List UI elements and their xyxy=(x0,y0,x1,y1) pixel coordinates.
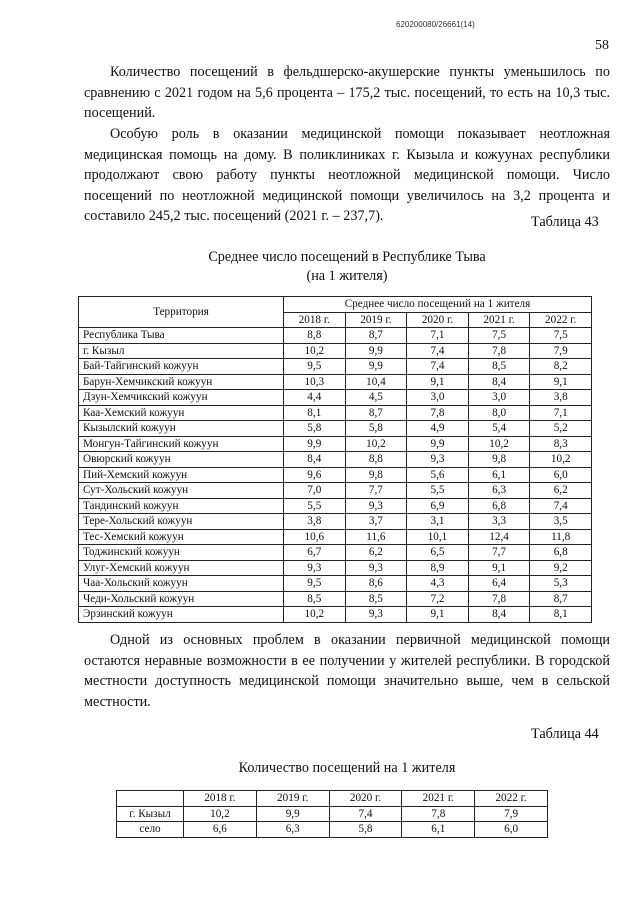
value-cell: 11,6 xyxy=(345,529,407,545)
value-cell: 8,7 xyxy=(345,328,407,344)
value-cell: 8,2 xyxy=(530,359,592,375)
territory-cell: Пий-Хемский кожуун xyxy=(79,467,284,483)
value-cell: 5,8 xyxy=(284,421,346,437)
value-cell: 6,5 xyxy=(407,545,469,561)
value-cell: 10,2 xyxy=(284,343,346,359)
table-row xyxy=(79,390,592,406)
value-cell: 3,3 xyxy=(468,514,530,530)
value-cell: 7,7 xyxy=(345,483,407,499)
value-cell: 9,3 xyxy=(345,560,407,576)
value-cell: 8,5 xyxy=(468,359,530,375)
value-cell: 7,1 xyxy=(407,328,469,344)
value-cell: 6,8 xyxy=(468,498,530,514)
value-cell: 6,2 xyxy=(345,545,407,561)
territory-cell: Эрзинский кожуун xyxy=(79,607,284,623)
table44-label: Таблица 44 xyxy=(531,726,599,742)
table43-title-line1: Среднее число посещений в Республике Тыва xyxy=(208,249,486,265)
value-cell: 7,1 xyxy=(530,405,592,421)
value-cell: 4,3 xyxy=(407,576,469,592)
value-cell: 7,4 xyxy=(407,343,469,359)
value-cell: 8,4 xyxy=(468,374,530,390)
value-cell: 3,0 xyxy=(468,390,530,406)
paragraph-emergency-care: Особую роль в оказании медицинской помощи показывает неотложная медицинская помощь на дому. В поликлиниках г. Кызыла и кожуунах республики продолжают свою работу пункты неотложной медицинской помощи. Число посещений по неотложной медицинской помощи увеличилось на 3,2 процента и составило 245,2 тыс. посещений (2021 г. – 237,7). xyxy=(84,126,610,224)
value-cell: 5,5 xyxy=(284,498,346,514)
value-cell: 9,8 xyxy=(468,452,530,468)
value-cell: 3,0 xyxy=(407,390,469,406)
value-cell: 9,3 xyxy=(345,607,407,623)
value-cell: 9,9 xyxy=(345,343,407,359)
value-cell: 5,8 xyxy=(329,822,402,838)
territory-cell: Республика Тыва xyxy=(79,328,284,344)
value-cell: 7,5 xyxy=(468,328,530,344)
value-cell: 6,1 xyxy=(468,467,530,483)
table-row xyxy=(79,436,592,452)
year-header: 2018 г. xyxy=(184,791,257,807)
value-cell: 10,3 xyxy=(284,374,346,390)
value-cell: 5,6 xyxy=(407,467,469,483)
value-cell: 6,1 xyxy=(402,822,475,838)
page-number: 58 xyxy=(595,38,609,53)
table-row xyxy=(117,822,548,838)
table-row xyxy=(79,576,592,592)
table-row xyxy=(79,483,592,499)
value-cell: 7,8 xyxy=(402,806,475,822)
territory-cell: Улуг-Хемский кожуун xyxy=(79,560,284,576)
value-cell: 7,5 xyxy=(530,328,592,344)
territory-cell: Бай-Тайгинский кожуун xyxy=(79,359,284,375)
territory-cell: г. Кызыл xyxy=(79,343,284,359)
table-row xyxy=(79,467,592,483)
territory-cell: Каа-Хемский кожуун xyxy=(79,405,284,421)
value-cell: 6,3 xyxy=(256,822,329,838)
value-cell: 9,5 xyxy=(284,576,346,592)
territory-cell: Тес-Хемский кожуун xyxy=(79,529,284,545)
value-cell: 3,1 xyxy=(407,514,469,530)
value-cell: 4,9 xyxy=(407,421,469,437)
value-cell: 9,6 xyxy=(284,467,346,483)
value-cell: 10,2 xyxy=(345,436,407,452)
header-visits-group: Среднее число посещений на 1 жителя xyxy=(284,297,592,313)
value-cell: 10,2 xyxy=(468,436,530,452)
value-cell: 8,8 xyxy=(284,328,346,344)
paragraph-unequal-access: Одной из основных проблем в оказании первичной медицинской помощи остаются неравные возможности в ее получении у жителей республики. В городской местности доступность медицинской помощи значительно выше, чем в сельской местности. xyxy=(84,632,610,710)
paragraph-fap-visits: Количество посещений в фельдшерско-акушерские пункты уменьшилось по сравнению с 2021 годом на 5,6 процента – 175,2 тыс. посещений, то есть на 10,3 тыс. посещений. xyxy=(84,64,610,121)
table-row xyxy=(79,514,592,530)
table-44 xyxy=(116,790,548,838)
value-cell: 7,4 xyxy=(329,806,402,822)
value-cell: 3,8 xyxy=(284,514,346,530)
value-cell: 8,3 xyxy=(530,436,592,452)
value-cell: 10,2 xyxy=(530,452,592,468)
header-territory: Территория xyxy=(79,297,284,328)
table-row xyxy=(79,498,592,514)
value-cell: 6,4 xyxy=(468,576,530,592)
value-cell: 8,5 xyxy=(345,591,407,607)
value-cell: 3,5 xyxy=(530,514,592,530)
year-header: 2021 г. xyxy=(468,312,530,328)
table-row xyxy=(79,374,592,390)
year-header: 2022 г. xyxy=(530,312,592,328)
table-43 xyxy=(78,296,592,623)
value-cell: 8,9 xyxy=(407,560,469,576)
year-header: 2021 г. xyxy=(402,791,475,807)
year-header: 2019 г. xyxy=(256,791,329,807)
territory-cell: Сут-Хольский кожуун xyxy=(79,483,284,499)
year-header: 2020 г. xyxy=(329,791,402,807)
table-row xyxy=(79,607,592,623)
value-cell: 11,8 xyxy=(530,529,592,545)
value-cell: 8,0 xyxy=(468,405,530,421)
value-cell: 6,2 xyxy=(530,483,592,499)
value-cell: 10,6 xyxy=(284,529,346,545)
territory-cell: Тере-Хольский кожуун xyxy=(79,514,284,530)
table-row xyxy=(79,421,592,437)
document-code: 620200080/26661(14) xyxy=(396,20,475,29)
value-cell: 8,6 xyxy=(345,576,407,592)
year-header: 2020 г. xyxy=(407,312,469,328)
table-row xyxy=(117,806,548,822)
value-cell: 9,3 xyxy=(345,498,407,514)
value-cell: 6,3 xyxy=(468,483,530,499)
value-cell: 9,1 xyxy=(407,374,469,390)
value-cell: 5,8 xyxy=(345,421,407,437)
table43-title xyxy=(84,248,610,286)
value-cell: 6,8 xyxy=(530,545,592,561)
value-cell: 7,7 xyxy=(468,545,530,561)
value-cell: 10,1 xyxy=(407,529,469,545)
table-row xyxy=(79,545,592,561)
value-cell: 9,1 xyxy=(530,374,592,390)
locality-cell: г. Кызыл xyxy=(117,806,184,822)
value-cell: 7,0 xyxy=(284,483,346,499)
value-cell: 9,8 xyxy=(345,467,407,483)
table43-label: Таблица 43 xyxy=(531,214,599,230)
value-cell: 8,1 xyxy=(284,405,346,421)
value-cell: 7,9 xyxy=(530,343,592,359)
territory-cell: Чаа-Хольский кожуун xyxy=(79,576,284,592)
value-cell: 3,8 xyxy=(530,390,592,406)
value-cell: 4,5 xyxy=(345,390,407,406)
value-cell: 9,3 xyxy=(407,452,469,468)
value-cell: 9,9 xyxy=(345,359,407,375)
value-cell: 8,4 xyxy=(284,452,346,468)
territory-cell: Монгун-Тайгинский кожуун xyxy=(79,436,284,452)
value-cell: 6,9 xyxy=(407,498,469,514)
value-cell: 8,1 xyxy=(530,607,592,623)
value-cell: 9,9 xyxy=(256,806,329,822)
value-cell: 9,3 xyxy=(284,560,346,576)
territory-cell: Чеди-Хольский кожуун xyxy=(79,591,284,607)
value-cell: 9,1 xyxy=(468,560,530,576)
value-cell: 8,4 xyxy=(468,607,530,623)
value-cell: 9,1 xyxy=(407,607,469,623)
territory-cell: Кызылский кожуун xyxy=(79,421,284,437)
value-cell: 12,4 xyxy=(468,529,530,545)
value-cell: 6,0 xyxy=(530,467,592,483)
value-cell: 8,7 xyxy=(345,405,407,421)
value-cell: 3,7 xyxy=(345,514,407,530)
value-cell: 7,8 xyxy=(468,591,530,607)
value-cell: 7,9 xyxy=(475,806,548,822)
value-cell: 6,0 xyxy=(475,822,548,838)
value-cell: 10,4 xyxy=(345,374,407,390)
value-cell: 8,8 xyxy=(345,452,407,468)
value-cell: 4,4 xyxy=(284,390,346,406)
value-cell: 5,4 xyxy=(468,421,530,437)
territory-cell: Дзун-Хемчикский кожуун xyxy=(79,390,284,406)
value-cell: 9,5 xyxy=(284,359,346,375)
table-row xyxy=(79,452,592,468)
value-cell: 10,2 xyxy=(184,806,257,822)
year-header: 2018 г. xyxy=(284,312,346,328)
value-cell: 8,5 xyxy=(284,591,346,607)
value-cell: 10,2 xyxy=(284,607,346,623)
table43-title-line2: (на 1 жителя) xyxy=(306,268,388,284)
value-cell: 5,3 xyxy=(530,576,592,592)
value-cell: 7,2 xyxy=(407,591,469,607)
value-cell: 8,7 xyxy=(530,591,592,607)
table-row xyxy=(79,529,592,545)
value-cell: 5,2 xyxy=(530,421,592,437)
value-cell: 9,9 xyxy=(284,436,346,452)
value-cell: 9,2 xyxy=(530,560,592,576)
value-cell: 7,4 xyxy=(530,498,592,514)
table-row xyxy=(79,405,592,421)
header-empty-cell xyxy=(117,791,184,807)
table44-title: Количество посещений на 1 жителя xyxy=(238,760,456,776)
year-header: 2022 г. xyxy=(475,791,548,807)
value-cell: 6,6 xyxy=(184,822,257,838)
table-row xyxy=(79,591,592,607)
value-cell: 7,8 xyxy=(407,405,469,421)
year-header: 2019 г. xyxy=(345,312,407,328)
territory-cell: Тандинский кожуун xyxy=(79,498,284,514)
value-cell: 9,9 xyxy=(407,436,469,452)
territory-cell: Тоджинский кожуун xyxy=(79,545,284,561)
value-cell: 7,4 xyxy=(407,359,469,375)
table-row xyxy=(79,343,592,359)
territory-cell: Барун-Хемчикский кожуун xyxy=(79,374,284,390)
value-cell: 5,5 xyxy=(407,483,469,499)
table-row xyxy=(79,359,592,375)
locality-cell: село xyxy=(117,822,184,838)
table-row xyxy=(79,560,592,576)
territory-cell: Овюрский кожуун xyxy=(79,452,284,468)
value-cell: 7,8 xyxy=(468,343,530,359)
table-row xyxy=(79,328,592,344)
value-cell: 6,7 xyxy=(284,545,346,561)
